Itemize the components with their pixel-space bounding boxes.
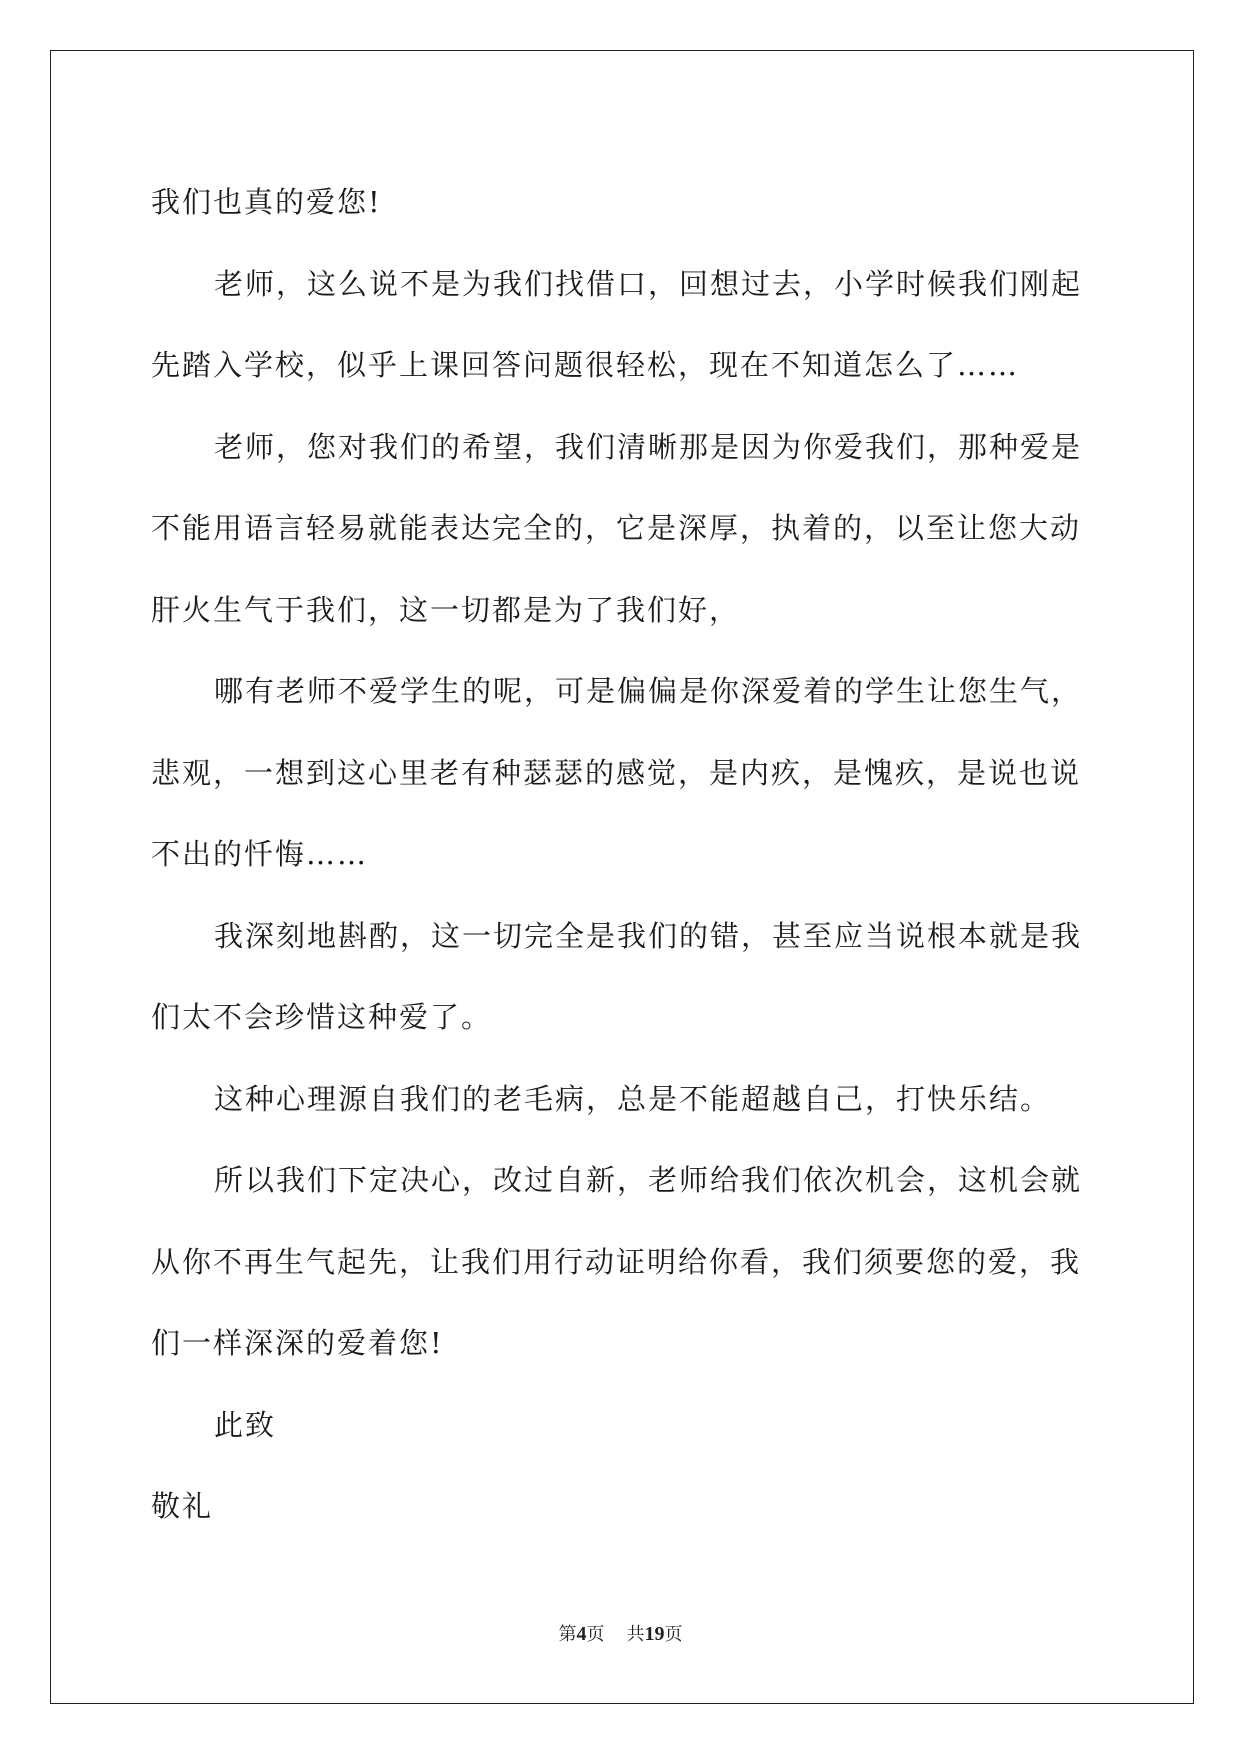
text-line: 肝火生气于我们，这一切都是为了我们好， bbox=[151, 592, 741, 627]
text-line: 我们也真的爱您! bbox=[151, 185, 382, 219]
text-line: 这种心理源自我们的老毛病，总是不能超越自己，打快乐结。 bbox=[214, 1081, 1052, 1116]
total-suffix: 页 bbox=[664, 1624, 683, 1645]
letter-body bbox=[151, 162, 1091, 1548]
page-prefix: 第 bbox=[558, 1624, 577, 1645]
text-line: 不出的忏悔…… bbox=[151, 837, 369, 871]
closing-salutation: 此致 bbox=[214, 1407, 277, 1442]
total-prefix: 共 bbox=[626, 1624, 645, 1645]
text-line: 不能用语言轻易就能表达完全的，它是深厚，执着的，以至让您大动 bbox=[151, 511, 1082, 545]
closing-regards: 敬礼 bbox=[151, 1489, 214, 1523]
text-line: 们太不会珍惜这种爱了。 bbox=[151, 1000, 493, 1034]
text-line: 从你不再生气起先，让我们用行动证明给你看，我们须要您的爱，我 bbox=[151, 1244, 1082, 1279]
text-line: 老师，您对我们的希望，我们清晰那是因为你爱我们，那种爱是 bbox=[214, 429, 1083, 464]
text-line: 先踏入学校，似乎上课回答问题很轻松，现在不知道怎么了…… bbox=[151, 348, 1020, 382]
page-footer bbox=[0, 1620, 1241, 1646]
text-line: 我深刻地斟酌，这一切完全是我们的错，甚至应当说根本就是我 bbox=[214, 918, 1083, 953]
page-suffix: 页 bbox=[586, 1624, 605, 1645]
text-line: 所以我们下定决心，改过自新，老师给我们依次机会，这机会就 bbox=[214, 1163, 1083, 1197]
text-line: 们一样深深的爱着您! bbox=[151, 1326, 444, 1360]
text-line: 哪有老师不爱学生的呢，可是偏偏是你深爱着的学生让您生气， bbox=[214, 674, 1083, 708]
page-total: 19 bbox=[644, 1623, 665, 1645]
text-line: 老师，这么说不是为我们找借口，回想过去，小学时候我们刚起 bbox=[214, 266, 1083, 301]
text-line: 悲观，一想到这心里老有种瑟瑟的感觉，是内疚，是愧疚，是说也说 bbox=[151, 755, 1082, 790]
page-current: 4 bbox=[576, 1623, 587, 1645]
